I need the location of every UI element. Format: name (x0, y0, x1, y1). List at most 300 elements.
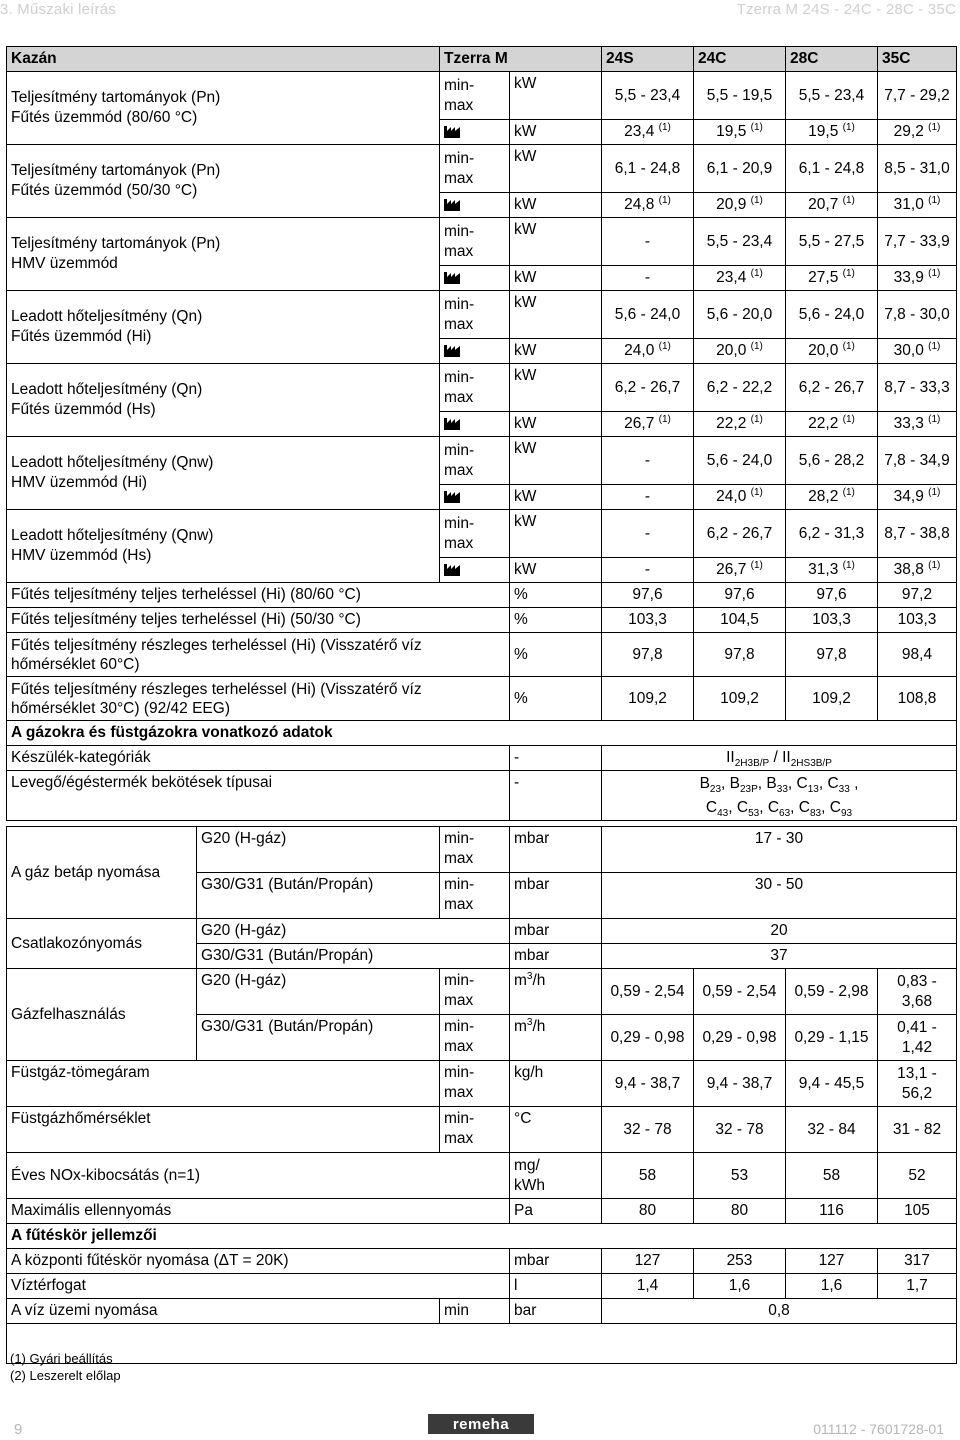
value-cell (694, 1274, 786, 1299)
value-cell (602, 145, 694, 193)
unit-cell (510, 193, 602, 218)
factory-icon-cell (440, 485, 510, 510)
value: / II (769, 749, 791, 766)
value: B (699, 774, 710, 792)
value: 97,6 (632, 586, 663, 603)
value: 9,4 - 45,5 (798, 1074, 865, 1092)
row-label (7, 145, 440, 218)
value: 0,29 - 0,98 (610, 1028, 685, 1046)
row-label-text: Fűtés teljesítmény részleges terheléssel (Hi) (Visszatérő víz hőmérséklet 60°C) (11, 636, 422, 673)
minmax-cell (440, 218, 510, 266)
value-cell (786, 266, 878, 291)
section-row (7, 721, 957, 746)
value: 103,3 (897, 611, 937, 628)
value-cell (694, 120, 786, 145)
value: 8,7 - 33,3 (884, 378, 950, 396)
value-cell (878, 677, 957, 721)
value-cell (602, 873, 957, 919)
value-cell (602, 677, 694, 721)
value-sub: 2H3B/P (734, 758, 770, 770)
value-cell (694, 969, 786, 1015)
value-cell (602, 291, 694, 339)
row-label-line: HMV üzemmód (11, 255, 118, 272)
unit-cell (510, 339, 602, 364)
row-label-text: Fűtés teljesítmény teljes terheléssel (Hi) (80/60 °C) (11, 586, 361, 603)
value-cell (786, 608, 878, 633)
value: C (736, 798, 749, 816)
value: C (798, 798, 810, 816)
unit-label: mg/ kWh (514, 1156, 545, 1194)
minmax-cell (440, 1061, 510, 1107)
value: 20,9 (716, 196, 747, 213)
value-cell (878, 412, 957, 437)
footnote-mark: (1) (658, 413, 671, 425)
unit-cell (510, 218, 602, 266)
unit-cell (510, 72, 602, 120)
header-label: Kazán (11, 50, 57, 67)
value-cell (786, 193, 878, 218)
value-sub: 93 (840, 807, 853, 819)
value: 5,5 - 23,4 (706, 232, 773, 250)
value: 0,59 - 2,54 (610, 982, 685, 1000)
value: 0,59 - 2,98 (794, 982, 869, 1000)
minmax-cell (440, 969, 510, 1015)
value: 24,0 (624, 342, 655, 359)
footnote-mark: (1) (842, 340, 855, 352)
unit-cell (510, 771, 602, 821)
value-cell (602, 412, 694, 437)
unit-cell (510, 746, 602, 771)
value-cell (602, 1199, 694, 1224)
value-cell: $B_{23}$, $B_{23P}$, $B_{33}$, $C_{13}$, $C_{33}$ , $C_{43}$, $C_{53}$, $C_{63}$, $C_{83}$, $C_{93}$ (602, 771, 957, 821)
value: 23,4 (716, 269, 747, 286)
value: 253 (726, 1252, 753, 1269)
row-label (7, 291, 440, 364)
value-cell (694, 558, 786, 583)
value: 97,8 (816, 645, 847, 663)
unit-label: - (514, 749, 520, 766)
row-label-line: Leadott hőteljesítmény (Qn) (11, 308, 203, 325)
unit-label: mbar (514, 947, 550, 964)
unit-label: kW (514, 221, 537, 238)
value: 20 (770, 922, 788, 939)
value: 27,5 (808, 269, 839, 286)
value-cell (878, 633, 957, 677)
value: - (644, 232, 651, 250)
value: 97,2 (901, 586, 933, 603)
row-label-line: Fűtés üzemmód (Hi) (11, 328, 152, 345)
row-label (7, 969, 197, 1061)
value: 6,2 - 26,7 (798, 378, 865, 396)
footnote-row (7, 1324, 957, 1364)
row-label-line: HMV üzemmód (Hs) (11, 547, 152, 564)
value-cell (878, 266, 957, 291)
footnote-mark: (1) (750, 267, 763, 279)
value-cell (786, 1015, 878, 1061)
value-sub: 53 (748, 807, 760, 819)
row-label (7, 1153, 510, 1199)
minmax-cell (440, 145, 510, 193)
unit-label: kW (514, 415, 537, 432)
value-cell (602, 193, 694, 218)
row-label-text: Készülék-kategóriák (11, 749, 151, 766)
row-label (7, 827, 197, 919)
value: C (827, 774, 839, 792)
row-label-text: Maximális ellennyomás (11, 1202, 172, 1219)
factory-icon (444, 488, 460, 505)
unit-label: kW (514, 123, 537, 140)
value: 20,0 (808, 342, 839, 359)
document-code: 011112 - 7601728-01 (813, 1421, 944, 1437)
value-cell (878, 1061, 957, 1107)
value: 5,6 - 20,0 (706, 305, 773, 323)
value-cell (602, 827, 957, 873)
factory-icon-cell (440, 558, 510, 583)
footnotes (10, 1350, 121, 1384)
gas-label: G20 (H-gáz) (201, 972, 287, 989)
unit-label: kW (514, 440, 537, 457)
row-label-line: Leadott hőteljesítmény (Qnw) (11, 527, 214, 544)
unit-label: kW (514, 148, 537, 165)
unit-label: kW (514, 488, 537, 505)
value: 13,1 - 56,2 (897, 1064, 937, 1102)
value: 5,6 - 28,2 (798, 451, 865, 469)
row-label-text: Gázfelhasználás (11, 1005, 126, 1023)
footnote-mark: (1) (658, 121, 671, 133)
row-label (7, 510, 440, 583)
value-cell (694, 677, 786, 721)
value: - (644, 488, 651, 505)
value-cell (878, 1153, 957, 1199)
unit-sup: 3 (526, 970, 533, 982)
value-sub: 63 (779, 807, 791, 819)
header-label: 35C (882, 50, 911, 67)
row-label-text: Fűtés teljesítmény teljes terheléssel (Hi) (50/30 °C) (11, 611, 361, 628)
value-cell (602, 1153, 694, 1199)
value-cell (602, 633, 694, 677)
value-sub: 83 (809, 807, 822, 819)
value-cell (602, 72, 694, 120)
minmax-label: min- max (444, 972, 475, 1009)
value-cell (878, 510, 957, 558)
footnote-mark: (1) (750, 194, 763, 206)
value-cell (694, 437, 786, 485)
minmax-cell (440, 873, 510, 919)
table-row (7, 218, 957, 266)
value: C (829, 798, 841, 816)
value-sub: 33 (776, 783, 788, 795)
footnote-mark: (1) (750, 413, 763, 425)
footnote-mark: (1) (928, 486, 941, 498)
value-cell (694, 193, 786, 218)
table-row (7, 583, 957, 608)
value: 6,2 - 26,7 (706, 524, 773, 542)
unit-cell (510, 1199, 602, 1224)
value: 0,29 - 1,15 (794, 1028, 869, 1046)
value-sub: 2HS3B/P (790, 758, 832, 770)
value-cell (878, 364, 957, 412)
minmax-cell (440, 291, 510, 339)
value: 1,7 (906, 1277, 928, 1294)
value-cell (878, 437, 957, 485)
row-label-line: Teljesítmény tartományok (Pn) (11, 89, 221, 106)
unit-label: % (514, 586, 528, 603)
row-label-text: A központi fűtéskör nyomása (ΔT = 20K) (11, 1252, 289, 1269)
table-row (7, 1249, 957, 1274)
row-label-line: Teljesítmény tartományok (Pn) (11, 235, 221, 252)
footnote-mark: (1) (750, 121, 763, 133)
value: 31,0 (893, 196, 924, 213)
row-label (7, 1061, 440, 1107)
row-label (7, 771, 510, 821)
gas-cell (197, 827, 440, 873)
value-cell (786, 120, 878, 145)
row-label (7, 1249, 510, 1274)
unit-cell (510, 1249, 602, 1274)
value-cell (694, 1153, 786, 1199)
value: 23,4 (624, 123, 655, 140)
minmax-label: min- max (444, 76, 475, 114)
value-cell (602, 558, 694, 583)
value-cell (602, 339, 694, 364)
footnote-mark: (1) (842, 267, 855, 279)
section-title: A fűtéskör jellemzői (7, 1224, 957, 1249)
table-header-row (7, 47, 957, 72)
value-cell (602, 437, 694, 485)
gas-label: G20 (H-gáz) (201, 830, 287, 847)
value-cell (602, 1249, 694, 1274)
row-label-text: Éves NOx-kibocsátás (n=1) (11, 1166, 201, 1184)
header-label: Tzerra M (444, 50, 508, 67)
value-cell (786, 583, 878, 608)
unit-cell (510, 919, 602, 944)
value: C (767, 798, 780, 816)
value: 5,5 - 23,4 (798, 86, 865, 104)
gas-label: G30/G31 (Bután/Propán) (201, 876, 374, 893)
unit-label: kW (514, 561, 537, 578)
unit-cell (510, 558, 602, 583)
row-label-line: Fűtés üzemmód (80/60 °C) (11, 109, 198, 126)
minmax-cell (440, 827, 510, 873)
value-cell (786, 677, 878, 721)
minmax-cell (440, 437, 510, 485)
footnote-mark: (1) (750, 559, 763, 571)
value: 97,8 (724, 645, 755, 663)
minmax-label: min- max (444, 1110, 475, 1147)
unit-cell (510, 608, 602, 633)
value: 0,83 - 3,68 (897, 972, 937, 1010)
value-cell (694, 218, 786, 266)
header-label: 24C (698, 50, 727, 67)
value: 58 (822, 1166, 841, 1184)
unit-cell (510, 969, 602, 1015)
row-label (7, 919, 197, 969)
value-cell (694, 608, 786, 633)
value-cell (786, 485, 878, 510)
minmax-label: min- max (444, 149, 475, 187)
value-cell (694, 1199, 786, 1224)
unit-cell (510, 120, 602, 145)
value: 6,1 - 24,8 (614, 159, 681, 177)
footnote-mark: (1) (928, 194, 941, 206)
value: - (644, 451, 651, 469)
qualifier-cell (440, 1299, 510, 1324)
value-cell (602, 1299, 957, 1324)
value: 0,59 - 2,54 (702, 982, 777, 1000)
value-cell (786, 1107, 878, 1153)
unit-cell (510, 412, 602, 437)
value: 17 - 30 (754, 830, 804, 847)
footnote-mark: (1) (842, 559, 855, 571)
value-cell (786, 1249, 878, 1274)
gas-label: G20 (H-gáz) (201, 922, 287, 939)
value-cell (694, 1061, 786, 1107)
footnote-mark: (1) (928, 340, 941, 352)
table-row (7, 1107, 957, 1153)
unit-cell (510, 145, 602, 193)
minmax-label: min- max (444, 368, 475, 406)
value: B (766, 774, 777, 792)
value-cell (786, 437, 878, 485)
row-label-text: Füstgáz-tömegáram (11, 1064, 150, 1081)
value-cell (878, 339, 957, 364)
gas-cell (197, 1015, 440, 1061)
section-title: A gázokra és füstgázokra vonatkozó adatok (7, 721, 957, 746)
page-number: 9 (14, 1421, 23, 1438)
minmax-cell (440, 1015, 510, 1061)
value-cell (694, 583, 786, 608)
remeha-logo (428, 1414, 534, 1434)
footnote-mark: (1) (928, 559, 941, 571)
table-row (7, 1061, 957, 1107)
unit-cell (510, 827, 602, 873)
unit-cell (510, 510, 602, 558)
footnote-mark: (1) (658, 340, 671, 352)
unit-label: % (514, 645, 528, 663)
value-cell (694, 266, 786, 291)
value: 104,5 (720, 611, 759, 628)
value: 1,6 (820, 1277, 843, 1294)
value: 22,2 (808, 415, 839, 432)
value: 0,41 - 1,42 (897, 1018, 937, 1056)
footnote-2: (2) Leszerelt előlap (10, 1368, 121, 1383)
value-sub: 43 (717, 807, 729, 819)
value: 33,3 (893, 415, 924, 432)
value-cell (694, 1015, 786, 1061)
value: 28,2 (808, 488, 839, 505)
unit-cell (510, 583, 602, 608)
minmax-cell (440, 510, 510, 558)
row-label (7, 364, 440, 437)
footnote-mark: (1) (750, 340, 763, 352)
table-row (7, 608, 957, 633)
value: 6,1 - 24,8 (798, 159, 865, 177)
minmax-cell (440, 72, 510, 120)
value-cell (602, 1061, 694, 1107)
value-cell (602, 746, 957, 771)
value: II (726, 749, 735, 766)
value-cell (602, 485, 694, 510)
value: 9,4 - 38,7 (614, 1074, 681, 1092)
minmax-label: min- max (444, 1064, 475, 1101)
value-cell (878, 485, 957, 510)
header-cell (602, 47, 694, 72)
value: 97,6 (724, 586, 755, 603)
value-cell (878, 558, 957, 583)
value-cell (878, 1274, 957, 1299)
unit-label: mbar (514, 830, 550, 847)
value: 7,7 - 29,2 (884, 86, 950, 104)
minmax-label: min- max (444, 295, 475, 333)
row-label-text: Víztérfogat (11, 1277, 86, 1294)
header-label: 28C (790, 50, 819, 67)
value-cell (602, 608, 694, 633)
footnote-mark: (1) (928, 267, 941, 279)
value: 8,7 - 38,8 (884, 524, 950, 542)
value-cell (786, 1274, 878, 1299)
gas-label: G30/G31 (Bután/Propán) (201, 1018, 374, 1035)
factory-icon (444, 415, 460, 432)
section-row (7, 1224, 957, 1249)
header-label: 24S (606, 50, 634, 67)
table-row (7, 1153, 957, 1199)
footnote-mark: (1) (842, 121, 855, 133)
value: 32 - 78 (715, 1120, 764, 1138)
unit-label: kW (514, 294, 537, 311)
value-cell (602, 944, 957, 969)
value-cell (786, 145, 878, 193)
table-row (7, 919, 957, 944)
value: 103,3 (812, 611, 851, 628)
unit-sup: 3 (526, 1016, 533, 1028)
factory-icon-cell (440, 266, 510, 291)
value: C (705, 798, 718, 816)
unit-label: l (514, 1277, 518, 1294)
unit-cell (510, 1061, 602, 1107)
value-cell (786, 510, 878, 558)
unit-cell (510, 677, 602, 721)
factory-icon (444, 269, 460, 286)
row-label-text: Levegő/égéstermék bekötések típusai (11, 774, 273, 791)
value-cell (602, 583, 694, 608)
value-cell (878, 291, 957, 339)
value-cell (786, 633, 878, 677)
value-cell (602, 120, 694, 145)
value: 30 - 50 (754, 876, 804, 893)
table-row (7, 437, 957, 485)
value: 32 - 78 (623, 1120, 672, 1138)
value-cell (602, 364, 694, 412)
row-label-line: Leadott hőteljesítmény (Qn) (11, 381, 203, 398)
value-cell (602, 969, 694, 1015)
value: - (644, 561, 651, 578)
factory-icon (444, 123, 460, 140)
footnote-mark: (1) (842, 413, 855, 425)
row-label-line: Leadott hőteljesítmény (Qnw) (11, 454, 214, 471)
value-cell (602, 919, 957, 944)
row-label (7, 608, 510, 633)
factory-icon-cell (440, 412, 510, 437)
value-cell (694, 1249, 786, 1274)
table-row (7, 72, 957, 120)
unit-cell (510, 437, 602, 485)
value-cell (786, 1061, 878, 1107)
footnote-mark: (1) (842, 194, 855, 206)
value: 5,6 - 24,0 (798, 305, 865, 323)
row-label (7, 1199, 510, 1224)
footnote-mark: (1) (928, 413, 941, 425)
value: 109,2 (628, 689, 667, 707)
